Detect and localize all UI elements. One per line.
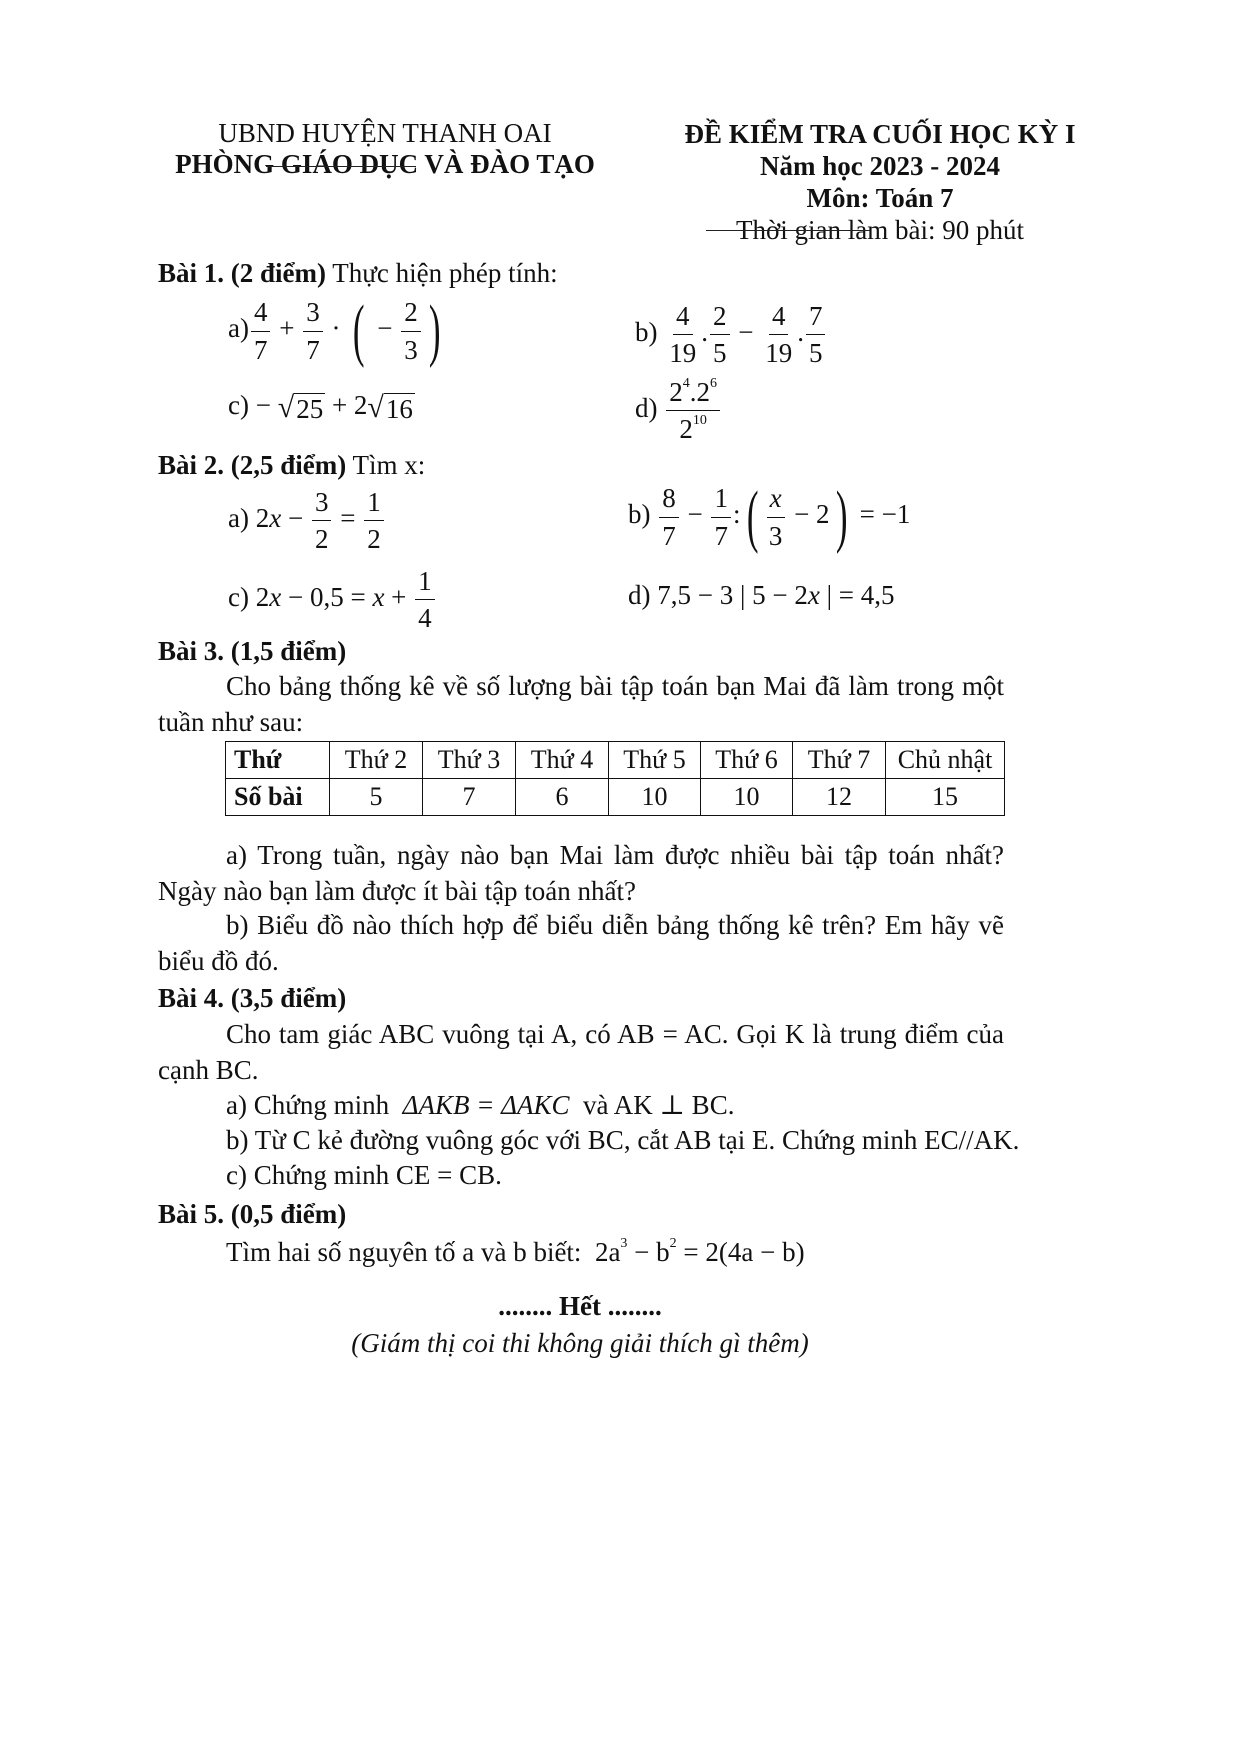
- table-cell: 7: [423, 779, 516, 816]
- header-left-rule: [266, 166, 416, 167]
- bai1-instruction: Thực hiện phép tính:: [326, 258, 558, 288]
- table-cell: Thứ 3: [423, 742, 516, 779]
- fraction: $\frac{2}{3}$: [401, 296, 421, 366]
- bai3-intro: Cho bảng thống kê về số lượng bài tập toán bạn Mai đã làm trong một tuần như sau:: [158, 671, 1004, 737]
- bai2-b: b) $\frac{8}{7}$ − $\frac{1}{7}$ :( $\frac{x}{3}$ − 2) = −1: [628, 478, 911, 555]
- table-cell: 10: [701, 779, 793, 816]
- fraction: $\frac{3}{2}$: [312, 486, 332, 556]
- footer-note: (Giám thị coi thi không giải thích gì thêm): [351, 1328, 809, 1358]
- stats-table: [225, 741, 1005, 816]
- table-cell: Thứ 4: [516, 742, 609, 779]
- table-cell: Thứ 2: [330, 742, 423, 779]
- sqrt: √ 25: [277, 390, 324, 424]
- bai4-question-c: c) Chứng minh CE = CB.: [226, 1160, 502, 1190]
- bai5-question: Tìm hai số nguyên tố a và b biết:: [226, 1237, 582, 1267]
- triangle-congruence: ΔAKB = ΔAKC: [395, 1090, 577, 1120]
- department-name: PHÒNG GIÁO DỤC VÀ ĐÀO TẠO: [175, 149, 595, 179]
- bai1-title: Bài 1. (2 điểm): [158, 258, 326, 288]
- table-cell: 15: [886, 779, 1005, 816]
- header-right: [620, 118, 1140, 246]
- bai1-heading: [158, 258, 558, 289]
- table-cell: 12: [793, 779, 886, 816]
- table-header-cell: Thứ: [226, 742, 330, 779]
- subject: Môn: Toán 7: [806, 183, 954, 213]
- bai2-d: d) 7,5 − 3 | 5 − 2x | = 4,5: [628, 580, 895, 610]
- fraction: $\frac{2^4.2^6}{2^{10}}$: [666, 376, 720, 446]
- bai5-title: Bài 5. (0,5 điểm): [158, 1199, 347, 1229]
- bai3-question-b: b) Biểu đồ nào thích hợp để biểu diễn bảng thống kê trên? Em hãy vẽ biểu đồ đó.: [158, 910, 1004, 976]
- school-year: Năm học 2023 - 2024: [760, 151, 1000, 181]
- bai4-qa-suffix: và AK ⊥ BC.: [583, 1090, 735, 1120]
- bai2-instruction: Tìm x:: [346, 450, 426, 480]
- bai5-text: [226, 1236, 805, 1268]
- fraction: $\frac{x}{3}$: [766, 482, 786, 552]
- sqrt: √ 16: [367, 390, 413, 424]
- table-header-cell: Số bài: [226, 779, 330, 816]
- bai2-c-label: c): [228, 582, 249, 613]
- bai2-a-label: a): [228, 503, 249, 534]
- table-cell: Thứ 6: [701, 742, 793, 779]
- fraction: $\frac{7}{5}$: [806, 300, 826, 370]
- fraction: $\frac{8}{7}$: [659, 482, 679, 552]
- bai4-question-b: b) Từ C kẻ đường vuông góc với BC, cắt AB tại E. Chứng minh EC//AK.: [226, 1125, 1020, 1155]
- end-marker: ........ Hết ........: [498, 1291, 662, 1321]
- fraction: $\frac{4}{19}$: [669, 301, 697, 369]
- header-right-rule: [706, 230, 870, 231]
- bai2-d-label: d): [628, 580, 651, 610]
- bai2-heading: [158, 450, 425, 481]
- bai2-b-label: b): [628, 499, 651, 530]
- bai1-a: a) $\frac{4}{7}$ + $\frac{3}{7}$ · ( − $\frac{2}{3}$ ): [228, 292, 441, 369]
- bai5-equation: $2a^3 - b^2 = 2(4a - b)$: [588, 1236, 805, 1267]
- bai1-c-label: c): [228, 390, 249, 420]
- bai1-d-label: d): [635, 393, 658, 424]
- fraction: $\frac{1}{2}$: [364, 486, 384, 556]
- bai2-a: a) 2x − $\frac{3}{2}$ = $\frac{1}{2}$: [228, 486, 386, 556]
- exam-time: Thời gian làm bài: 90 phút: [736, 215, 1024, 245]
- bai2-title: Bài 2. (2,5 điểm): [158, 450, 347, 480]
- bai2-c: c) 2x − 0,5 = x + $\frac{1}{4}$: [228, 565, 437, 635]
- bai1-b: b) $\frac{4}{19}$ . $\frac{2}{5}$ − $\frac{4}{19}$ . $\frac{7}{5}$: [635, 300, 827, 370]
- table-cell: 5: [330, 779, 423, 816]
- bai1-d: [635, 376, 722, 446]
- bai4-qa-prefix: a) Chứng minh: [226, 1090, 390, 1120]
- table-cell: 6: [516, 779, 609, 816]
- bai1-c: c) − √ 25 + 2 √ 16: [228, 390, 413, 424]
- header-left: [160, 118, 610, 180]
- table-cell: Chủ nhật: [886, 742, 1005, 779]
- bai1-a-label: a): [228, 313, 249, 344]
- fraction: $\frac{4}{19}$: [765, 301, 793, 369]
- table-row: [226, 742, 1005, 779]
- authority-name: UBND HUYỆN THANH OAI: [218, 118, 552, 148]
- fraction: $\frac{3}{7}$: [303, 296, 323, 366]
- bai1-b-label: b): [635, 317, 658, 348]
- bai4-question-a: [226, 1090, 734, 1121]
- bai3-title: Bài 3. (1,5 điểm): [158, 636, 347, 666]
- fraction: $\frac{1}{7}$: [711, 482, 731, 552]
- table-cell: Thứ 5: [609, 742, 701, 779]
- table-row: [226, 779, 1005, 816]
- table-cell: Thứ 7: [793, 742, 886, 779]
- bai4-intro: Cho tam giác ABC vuông tại A, có AB = AC. Gọi K là trung điểm của cạnh BC.: [158, 1019, 1004, 1085]
- bai4-title: Bài 4. (3,5 điểm): [158, 983, 347, 1013]
- exam-title: ĐỀ KIỂM TRA CUỐI HỌC KỲ I: [684, 119, 1076, 149]
- table-cell: 10: [609, 779, 701, 816]
- bai3-question-a: a) Trong tuần, ngày nào bạn Mai làm được nhiều bài tập toán nhất? Ngày nào bạn làm được ít bài tập toán nhất?: [158, 840, 1004, 906]
- fraction: $\frac{1}{4}$: [415, 565, 435, 635]
- fraction: $\frac{4}{7}$: [251, 296, 271, 366]
- fraction: $\frac{2}{5}$: [710, 300, 730, 370]
